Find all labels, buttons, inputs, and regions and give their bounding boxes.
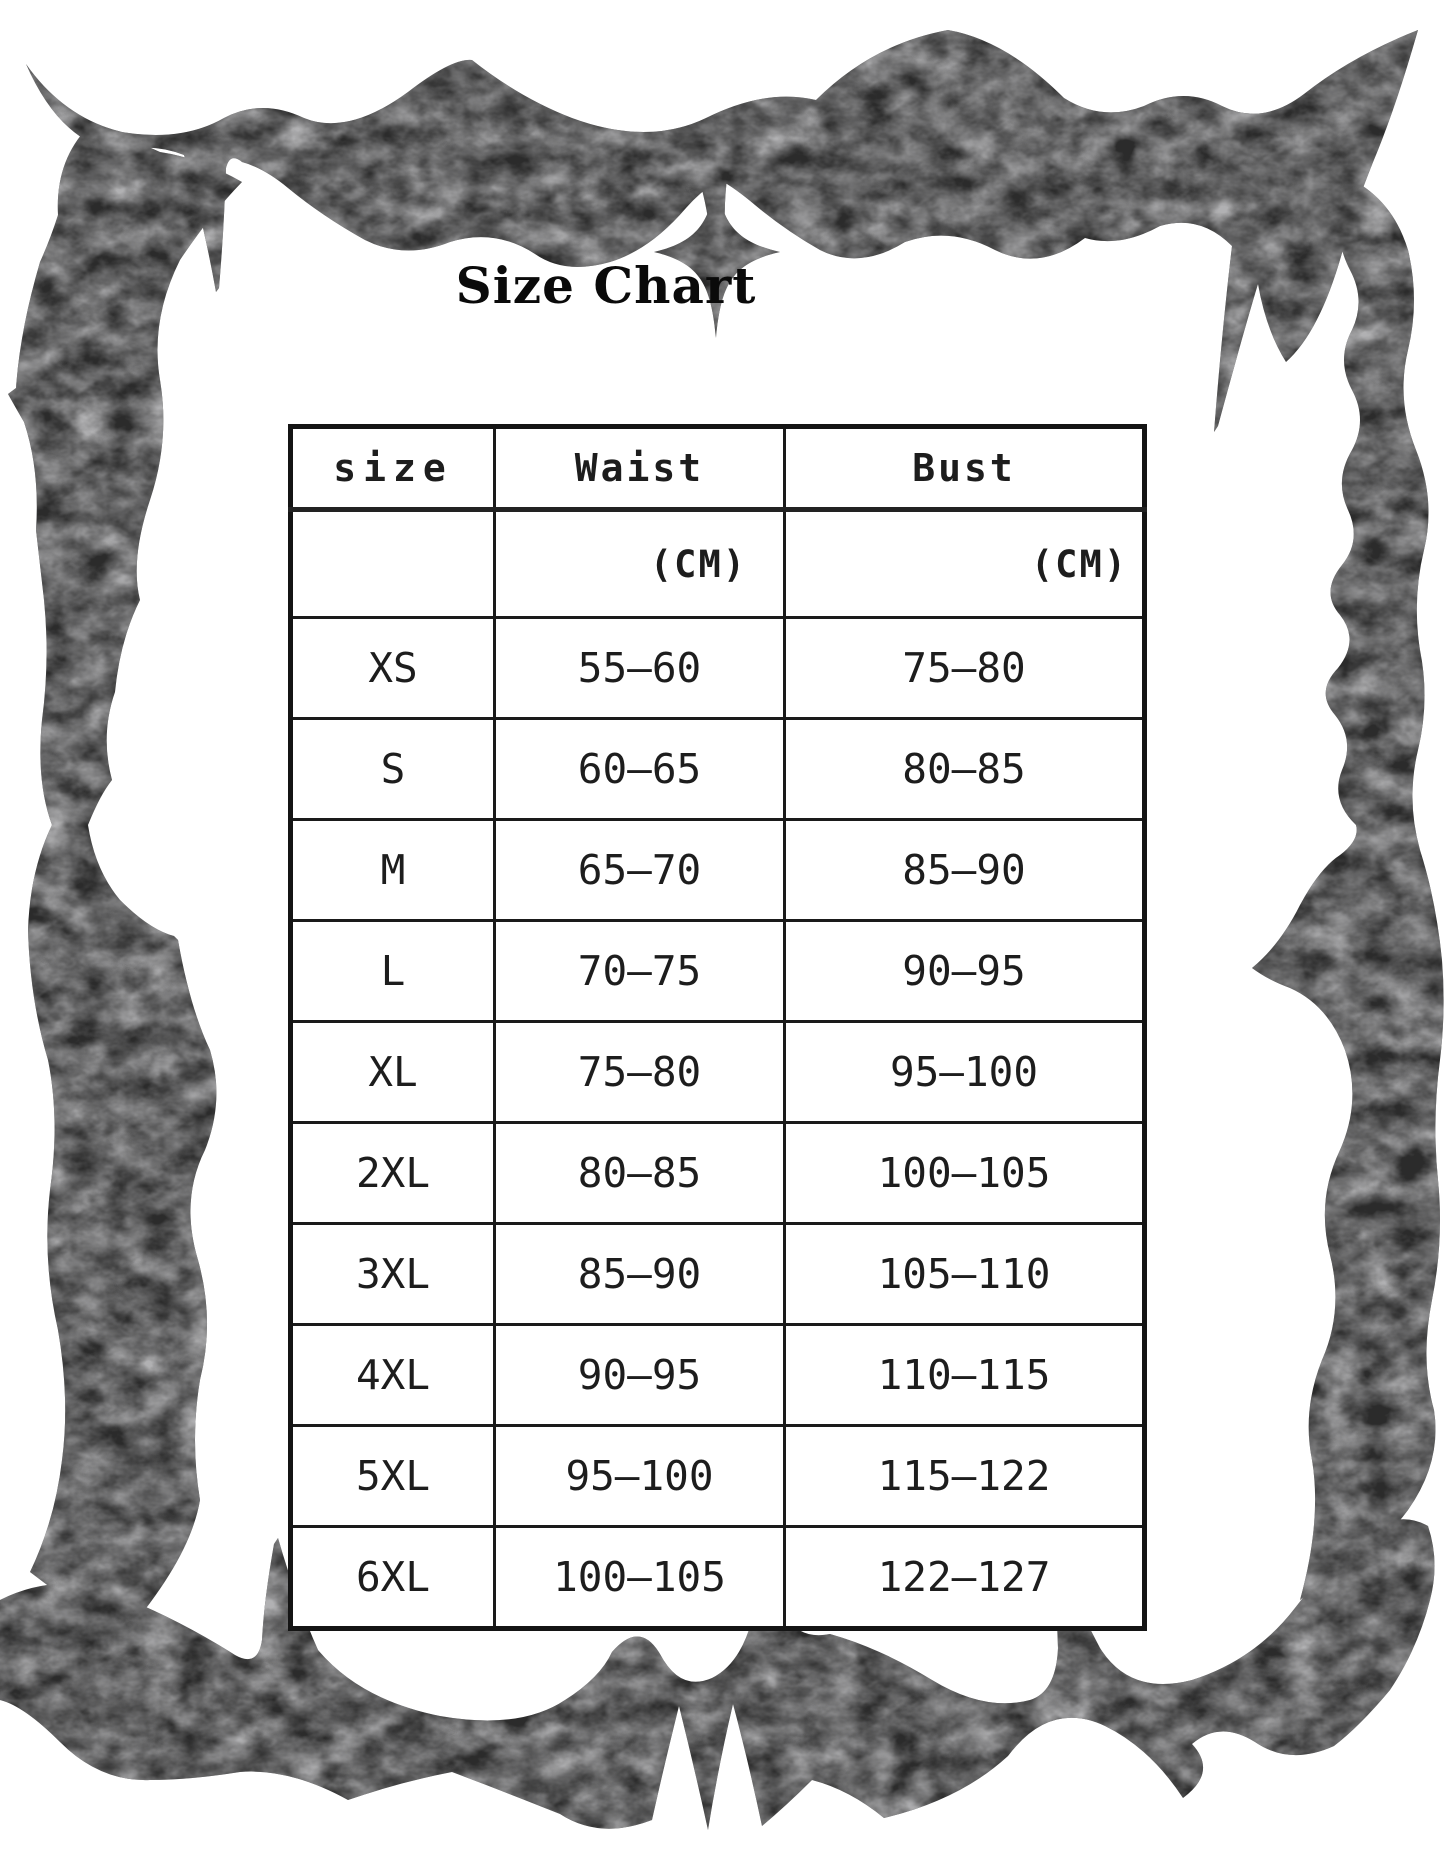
size-cell: 6XL (291, 1527, 495, 1629)
bust-cell: 90–95 (785, 921, 1145, 1022)
header-row (291, 427, 1145, 510)
waist-cell: 80–85 (495, 1123, 785, 1224)
bust-cell: 110–115 (785, 1325, 1145, 1426)
bust-cell: 75–80 (785, 618, 1145, 719)
column-header-waist: Waist (495, 427, 785, 510)
unit-row (291, 510, 1145, 618)
bust-cell: 80–85 (785, 719, 1145, 820)
bust-cell: 105–110 (785, 1224, 1145, 1325)
size-cell: 4XL (291, 1325, 495, 1426)
waist-cell: 100–105 (495, 1527, 785, 1629)
table-row (291, 1426, 1145, 1527)
size-cell: 2XL (291, 1123, 495, 1224)
waist-cell: 55–60 (495, 618, 785, 719)
table-row (291, 921, 1145, 1022)
size-unit-cell (291, 510, 495, 618)
size-cell: L (291, 921, 495, 1022)
table-row (291, 1527, 1145, 1629)
size-cell: 5XL (291, 1426, 495, 1527)
waist-unit-label: (CM) (495, 510, 785, 618)
waist-cell: 75–80 (495, 1022, 785, 1123)
table-row (291, 719, 1145, 820)
bust-cell: 115–122 (785, 1426, 1145, 1527)
bust-unit-label: (CM) (785, 510, 1145, 618)
waist-cell: 90–95 (495, 1325, 785, 1426)
size-cell: XS (291, 618, 495, 719)
table-row (291, 618, 1145, 719)
table-row (291, 1224, 1145, 1325)
waist-cell: 60–65 (495, 719, 785, 820)
waist-cell: 95–100 (495, 1426, 785, 1527)
size-cell: 3XL (291, 1224, 495, 1325)
bust-cell: 85–90 (785, 820, 1145, 921)
size-cell: S (291, 719, 495, 820)
column-header-size: size (291, 427, 495, 510)
page-title: Size Chart (455, 256, 757, 315)
waist-cell: 85–90 (495, 1224, 785, 1325)
waist-cell: 70–75 (495, 921, 785, 1022)
table-body (291, 618, 1145, 1629)
table-row (291, 820, 1145, 921)
bust-cell: 122–127 (785, 1527, 1145, 1629)
size-chart-table (288, 424, 1147, 1631)
table-row (291, 1022, 1145, 1123)
size-cell: XL (291, 1022, 495, 1123)
bust-cell: 95–100 (785, 1022, 1145, 1123)
size-cell: M (291, 820, 495, 921)
table-row (291, 1123, 1145, 1224)
column-header-bust: Bust (785, 427, 1145, 510)
table-row (291, 1325, 1145, 1426)
waist-cell: 65–70 (495, 820, 785, 921)
bust-cell: 100–105 (785, 1123, 1145, 1224)
